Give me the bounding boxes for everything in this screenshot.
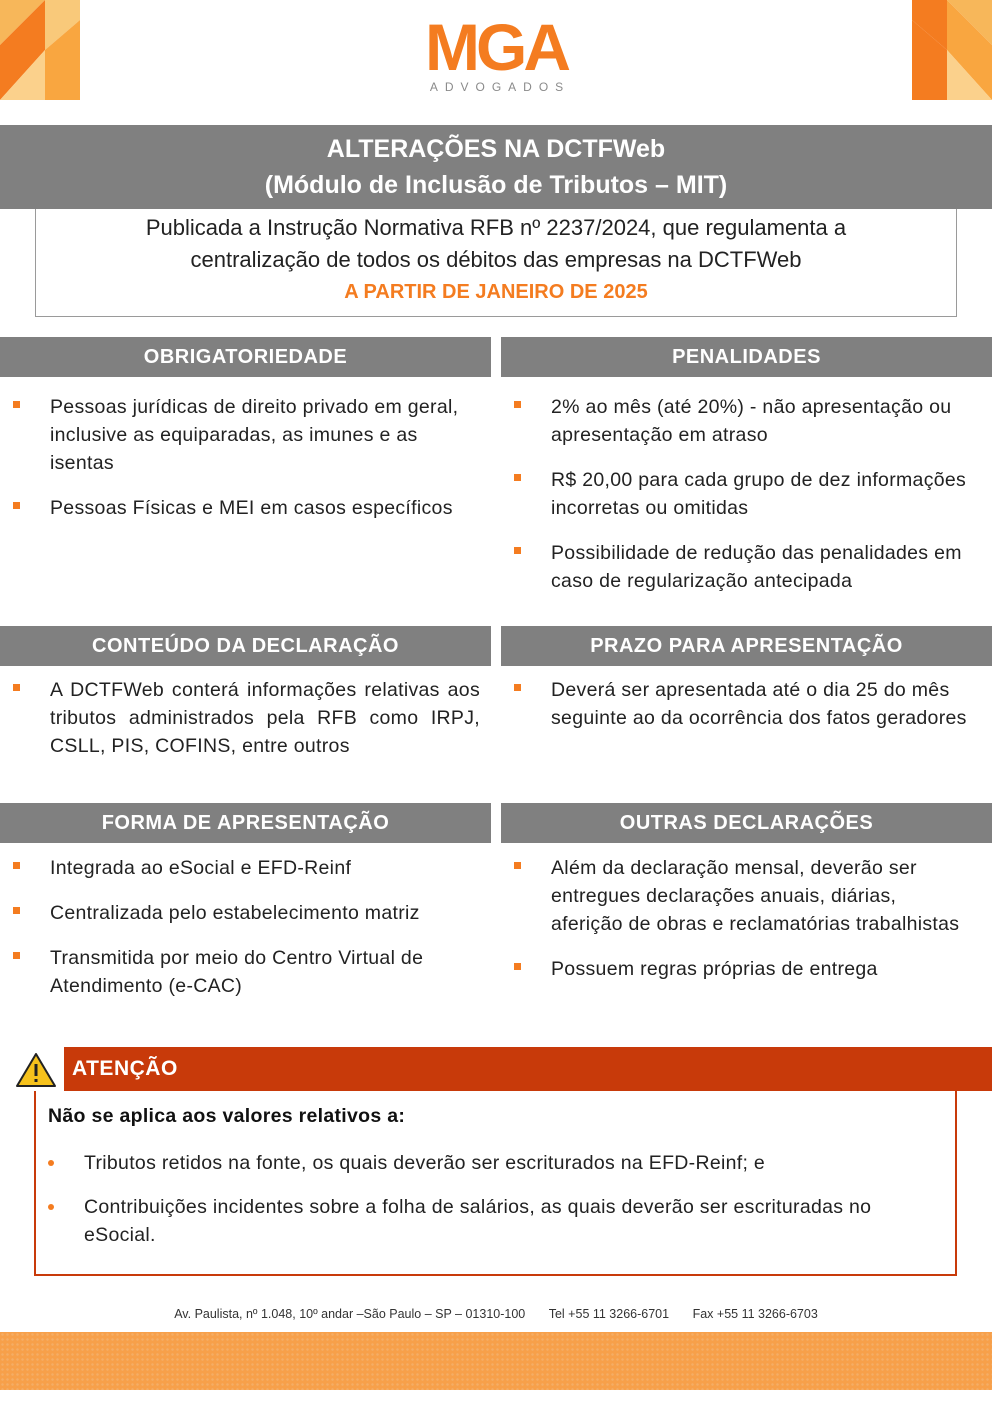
list-item: Contribuições incidentes sobre a folha de salários, as quais deverão ser escrituradas no eSocial. — [48, 1193, 948, 1249]
bullet-square-icon — [13, 907, 20, 914]
publication-highlight: A PARTIR DE JANEIRO DE 2025 — [344, 281, 648, 303]
section-header-obrigatoriedade: OBRIGATORIEDADE — [0, 337, 491, 377]
attention-heading: Não se aplica aos valores relativos a: — [48, 1105, 406, 1127]
list-item: Centralizada pelo estabelecimento matriz — [0, 899, 480, 927]
bullet-square-icon — [514, 401, 521, 408]
footer-address: Av. Paulista, nº 1.048, 10º andar –São Paulo – SP – 01310-100 — [174, 1307, 526, 1321]
section-header-outras: OUTRAS DECLARAÇÕES — [501, 803, 992, 843]
title-line-1: ALTERAÇÕES NA DCTFWeb — [326, 135, 666, 163]
bullet-square-icon — [514, 862, 521, 869]
bullet-dot-icon — [48, 1160, 54, 1166]
bullet-square-icon — [13, 684, 20, 691]
footer-fax: Fax +55 11 3266-6703 — [692, 1307, 818, 1321]
bullet-square-icon — [514, 474, 521, 481]
bullet-square-icon — [13, 952, 20, 959]
list-item: Transmitida por meio do Centro Virtual de Atendimento (e-CAC) — [0, 944, 480, 1000]
list-item: Possibilidade de redução das penalidades em caso de regularização antecipada — [501, 539, 981, 595]
list-item: Deverá ser apresentada até o dia 25 do mês seguinte ao da ocorrência dos fatos geradores — [501, 676, 971, 732]
publication-box — [35, 209, 957, 317]
list-conteudo — [0, 676, 480, 777]
list-item: Tributos retidos na fonte, os quais deverão ser escriturados na EFD-Reinf; e — [48, 1149, 948, 1177]
bullet-dot-icon — [48, 1204, 54, 1210]
bullet-square-icon — [13, 502, 20, 509]
list-item: Possuem regras próprias de entrega — [501, 955, 971, 983]
bullet-square-icon — [514, 547, 521, 554]
list-forma — [0, 854, 480, 1017]
bullet-square-icon — [514, 684, 521, 691]
publication-line-2: centralização de todos os débitos das empresas na DCTFWeb — [190, 247, 802, 272]
list-item: R$ 20,00 para cada grupo de dez informações incorretas ou omitidas — [501, 466, 981, 522]
bullet-square-icon — [13, 862, 20, 869]
document-title — [0, 125, 992, 209]
section-header-penalidades: PENALIDADES — [501, 337, 992, 377]
warning-icon — [0, 1047, 64, 1091]
list-item: A DCTFWeb conterá informações relativas aos tributos administrados pela RFB como IRPJ, CSLL, PIS, COFINS, entre outros — [0, 676, 480, 760]
list-penalidades — [501, 393, 981, 612]
bullet-square-icon — [13, 401, 20, 408]
footer-tel: Tel +55 11 3266-6701 — [548, 1307, 670, 1321]
company-logo — [0, 10, 992, 94]
attention-label: ATENÇÃO — [72, 1057, 178, 1080]
list-item: 2% ao mês (até 20%) - não apresentação ou apresentação em atraso — [501, 393, 981, 449]
section-header-forma: FORMA DE APRESENTAÇÃO — [0, 803, 491, 843]
list-item: Além da declaração mensal, deverão ser entregues declarações anuais, diárias, aferição de obras e reclamatórias trabalhistas — [501, 854, 971, 938]
logo-subtitle: ADVOGADOS — [429, 80, 571, 94]
list-outras — [501, 854, 971, 1000]
section-header-conteudo: CONTEÚDO DA DECLARAÇÃO — [0, 626, 491, 666]
attention-list — [48, 1149, 948, 1265]
list-item: Pessoas Físicas e MEI em casos específicos — [0, 494, 480, 522]
section-header-prazo: PRAZO PARA APRESENTAÇÃO — [501, 626, 992, 666]
attention-bar — [0, 1047, 992, 1091]
footer-contact — [0, 1307, 992, 1321]
list-prazo — [501, 676, 971, 749]
logo-mark: MGA — [425, 10, 567, 84]
list-obrigatoriedade — [0, 393, 480, 539]
list-item: Integrada ao eSocial e EFD-Reinf — [0, 854, 480, 882]
title-line-2: (Módulo de Inclusão de Tributos – MIT) — [264, 171, 728, 199]
footer-band — [0, 1332, 992, 1390]
bullet-square-icon — [514, 963, 521, 970]
publication-line-1: Publicada a Instrução Normativa RFB nº 2237/2024, que regulamenta a — [145, 215, 847, 240]
list-item: Pessoas jurídicas de direito privado em geral, inclusive as equiparadas, as imunes e as isentas — [0, 393, 480, 477]
